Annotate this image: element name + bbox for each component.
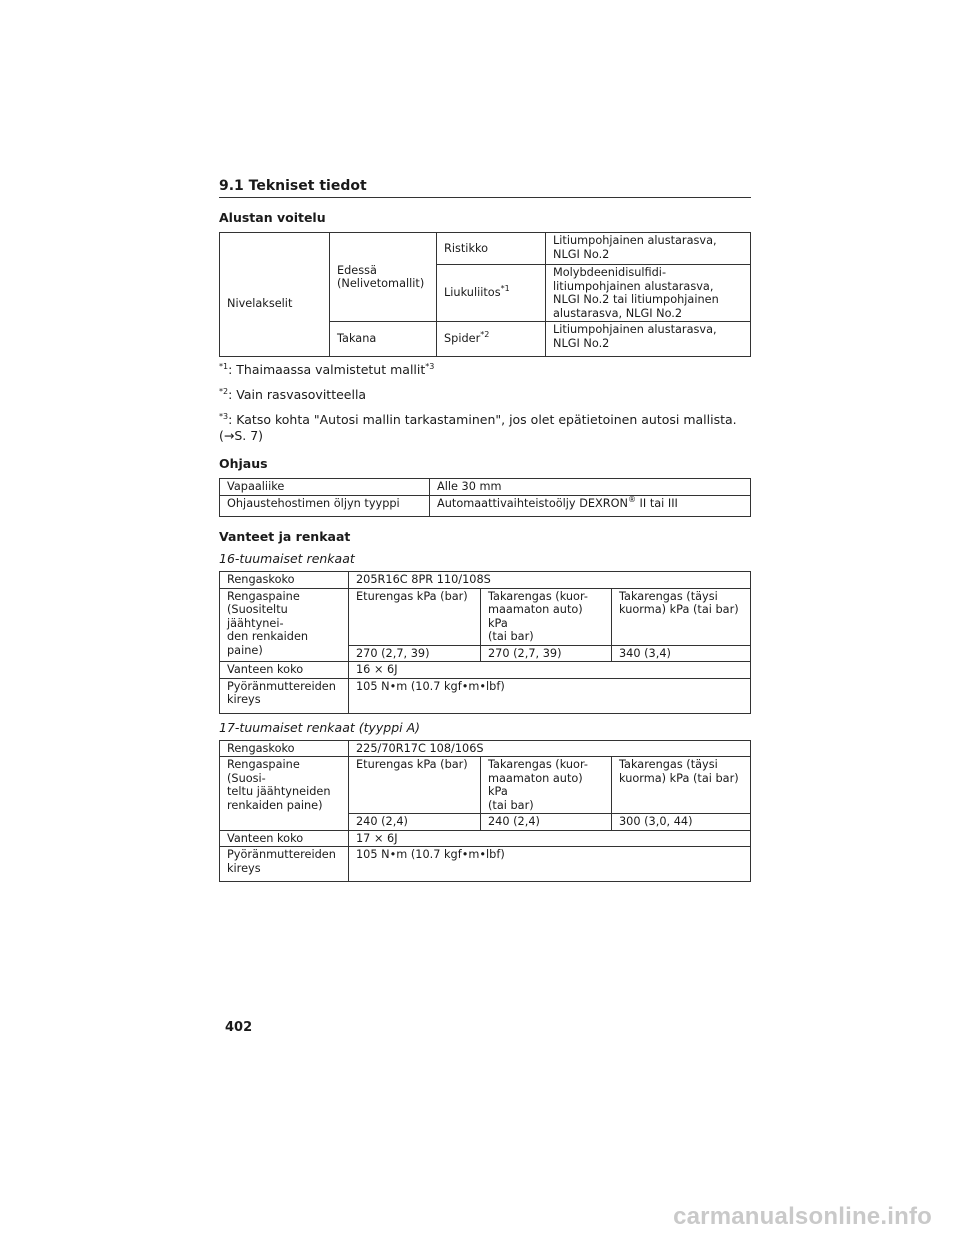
chassis-front-slip-value: Molybdeenidisulfidi- litiumpohjainen alustarasva, NLGI No.2 tai litiumpohjainen alustarasva, NLGI No.2: [546, 265, 751, 322]
steering-table: [219, 478, 751, 517]
wheels-17-title: 17-tuumaiset renkaat (tyyppi A): [219, 719, 421, 735]
w16-rear-full-header: Takarengas (täysi kuorma) kPa (tai bar): [612, 588, 751, 645]
chassis-front-slip: Liukuliitos$^{*1}$: [437, 265, 546, 322]
w16-rear-unloaded-header: Takarengas (kuor- maamaton auto) kPa (tai bar): [481, 588, 612, 645]
wheels-17-table: [219, 740, 751, 883]
w17-rear-unloaded-header: Takarengas (kuor- maamaton auto) kPa (tai bar): [481, 757, 612, 814]
chassis-front-label: Edessä (Nelivetomallit): [330, 233, 437, 322]
steering-oil-value: Automaattivaihteistoöljy DEXRON® II tai III: [430, 495, 751, 517]
wheels-16-title: 16-tuumaiset renkaat: [219, 551, 355, 566]
wheels-16-table: [219, 571, 751, 714]
steering-play-value: Alle 30 mm: [430, 479, 751, 496]
w17-torque-value: 105 N•m (10.7 kgf•m•lbf): [349, 847, 751, 882]
chassis-rear-spider: Spider$^{*2}$: [437, 322, 546, 357]
w17-size-value: 225/70R17C 108/106S: [349, 740, 751, 757]
w17-rear-full-value: 300 (3,0, 44): [612, 814, 751, 831]
watermark-link[interactable]: carmanualsonline.info: [673, 1203, 932, 1230]
w16-size-label: Rengaskoko: [220, 572, 349, 589]
w17-front-value: 240 (2,4): [349, 814, 481, 831]
wheels-heading: Vanteet ja renkaat: [219, 529, 351, 544]
chassis-rear-value: Litiumpohjainen alustarasva, NLGI No.2: [546, 322, 751, 357]
w17-rear-full-header: Takarengas (täysi kuorma) kPa (tai bar): [612, 757, 751, 814]
w16-torque-label: Pyöränmuttereiden kireys: [220, 678, 349, 713]
page-reference-link[interactable]: (→S. 7): [219, 428, 264, 443]
steering-heading: Ohjaus: [219, 456, 268, 471]
w16-rear-full-value: 340 (3,4): [612, 645, 751, 662]
w17-rim-label: Vanteen koko: [220, 830, 349, 847]
chassis-table: [219, 232, 751, 357]
section-header: 9.1 Tekniset tiedot: [219, 178, 751, 198]
footnote-3: $^{*3}$: Katso kohta "Autosi mallin tarkastaminen", jos olet epätietoinen autosi mallista. (→S. 7): [219, 411, 737, 443]
w16-rim-value: 16 × 6J: [349, 662, 751, 679]
w16-pressure-label: Rengaspaine (Suositeltu jäähtynei- den renkaiden paine): [220, 588, 349, 662]
w17-rim-value: 17 × 6J: [349, 830, 751, 847]
footnote-1: $^{*1}$: Thaimaassa valmistetut mallit$^{*3}$: [219, 361, 435, 377]
chassis-front-cross: Ristikko: [437, 233, 546, 265]
w16-size-value: 205R16C 8PR 110/108S: [349, 572, 751, 589]
page-content: [219, 178, 751, 882]
footnote-2: $^{*2}$: Vain rasvasovitteella: [219, 386, 367, 402]
chassis-rear-label: Takana: [330, 322, 437, 357]
w16-rim-label: Vanteen koko: [220, 662, 349, 679]
chassis-front-cross-value: Litiumpohjainen alustarasva, NLGI No.2: [546, 233, 751, 265]
w16-rear-unloaded-value: 270 (2,7, 39): [481, 645, 612, 662]
chassis-col1: Nivelakselit: [220, 233, 330, 357]
w17-pressure-label: Rengaspaine (Suosi- teltu jäähtyneiden renkaiden paine): [220, 757, 349, 831]
chassis-heading: Alustan voitelu: [219, 210, 326, 225]
w16-torque-value: 105 N•m (10.7 kgf•m•lbf): [349, 678, 751, 713]
w17-torque-label: Pyöränmuttereiden kireys: [220, 847, 349, 882]
steering-oil-label: Ohjaustehostimen öljyn tyyppi: [220, 495, 430, 517]
page-number: 402: [225, 1020, 253, 1035]
w17-front-header: Eturengas kPa (bar): [349, 757, 481, 814]
w17-size-label: Rengaskoko: [220, 740, 349, 757]
w17-rear-unloaded-value: 240 (2,4): [481, 814, 612, 831]
steering-play-label: Vapaaliike: [220, 479, 430, 496]
w16-front-value: 270 (2,7, 39): [349, 645, 481, 662]
w16-front-header: Eturengas kPa (bar): [349, 588, 481, 645]
